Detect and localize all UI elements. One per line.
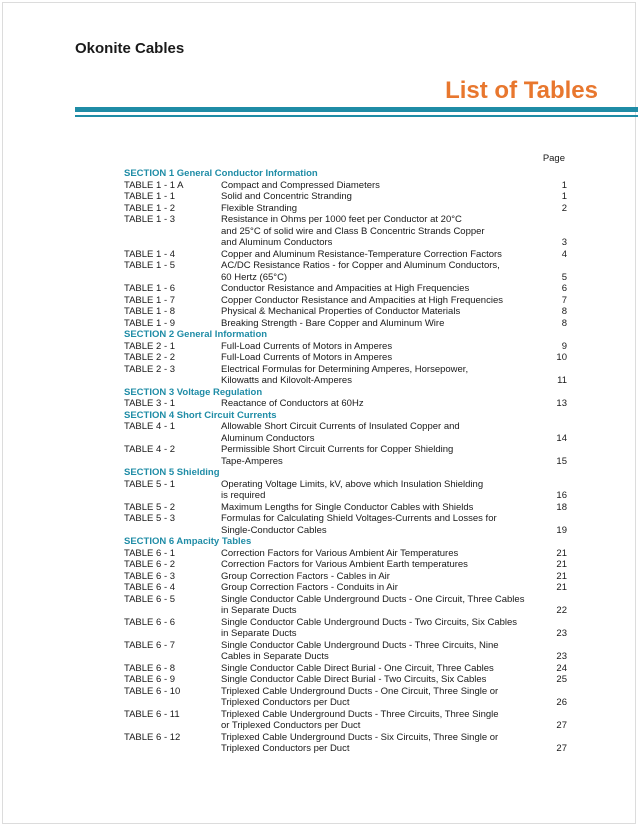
page-number: 4 [561, 248, 567, 260]
section-heading: SECTION 5 Shielding [124, 467, 220, 478]
table-description: Group Correction Factors - Conduits in Air [221, 582, 398, 593]
toc-entry [124, 352, 567, 364]
page-title: List of Tables [445, 77, 598, 104]
section-heading: SECTION 4 Short Circuit Currents [124, 409, 277, 421]
table-description: Compact and Compressed Diameters [221, 179, 380, 191]
table-description: Allowable Short Circuit Currents of Insulated Copper and Aluminum Conductors [221, 421, 460, 444]
table-description: Solid and Concentric Stranding [221, 191, 352, 202]
page-number: 23 [556, 628, 567, 639]
page-number: 1 [561, 191, 567, 202]
page-number: 11 [557, 375, 567, 386]
page-number: 16 [556, 490, 567, 501]
table-number: TABLE 1 - 1 A [124, 179, 184, 191]
table-description: Triplexed Cable Underground Ducts - One Circuit, Three Single or Triplexed Conductors per Duct [221, 685, 499, 708]
table-description: Single Conductor Cable Underground Ducts - Two Circuits, Six Cables in Separate Ducts [221, 616, 518, 639]
page-number: 10 [556, 352, 567, 363]
toc-entry [124, 283, 567, 295]
page-number: 14 [556, 432, 567, 444]
page-number: 13 [556, 398, 567, 409]
table-description: Electrical Formulas for Determining Amperes, Horsepower, Kilowatts and Kilovolt-Amperes [221, 363, 469, 386]
toc-entry [124, 674, 567, 686]
table-number: TABLE 1 - 3 [124, 214, 176, 225]
table-number: TABLE 2 - 3 [124, 363, 176, 375]
table-number: TABLE 1 - 7 [124, 294, 176, 306]
table-number: TABLE 1 - 6 [124, 283, 176, 294]
table-number: TABLE 1 - 8 [124, 306, 176, 317]
page-number: 26 [556, 697, 567, 708]
page-number: 15 [556, 455, 567, 467]
table-description: Maximum Lengths for Single Conductor Cables with Shields [221, 501, 474, 513]
toc-entry [124, 260, 567, 283]
table-description: Reactance of Conductors at 60Hz [221, 398, 364, 409]
toc-entry [124, 594, 567, 617]
toc-entry [124, 249, 567, 261]
table-of-contents [124, 168, 567, 755]
section-heading: SECTION 1 General Conductor Information [124, 168, 318, 179]
page-number: 21 [556, 559, 567, 570]
title-rule-thin [75, 115, 638, 117]
toc-entry [124, 513, 567, 536]
table-number: TABLE 5 - 3 [124, 513, 176, 524]
page-number: 21 [556, 570, 567, 582]
table-description: Triplexed Cable Underground Ducts - Three Circuits, Three Single or Triplexed Conductors per Duct [221, 708, 499, 731]
table-description: Correction Factors for Various Ambient Earth temperatures [221, 559, 468, 570]
table-description: Correction Factors for Various Ambient Air Temperatures [221, 547, 459, 559]
table-description: Triplexed Cable Underground Ducts - Six Circuits, Three Single or Triplexed Conductors per Duct [221, 731, 499, 754]
page-number: 27 [556, 720, 567, 731]
table-number: TABLE 1 - 5 [124, 260, 176, 271]
table-description: AC/DC Resistance Ratios - for Copper and Aluminum Conductors, 60 Hertz (65°C) [221, 260, 500, 283]
table-number: TABLE 6 - 11 [124, 708, 180, 720]
table-number: TABLE 6 - 3 [124, 570, 176, 582]
page-number: 5 [561, 271, 567, 283]
table-number: TABLE 6 - 10 [124, 685, 181, 697]
table-description: Single Conductor Cable Direct Burial - One Circuit, Three Cables [221, 662, 494, 674]
table-description: Single Conductor Cable Underground Ducts - Three Circuits, Nine Cables in Separate Ducts [221, 639, 499, 662]
table-description: Single Conductor Cable Underground Ducts - One Circuit, Three Cables in Separate Ducts [221, 593, 525, 616]
table-number: TABLE 1 - 4 [124, 248, 176, 260]
page-number: 2 [561, 202, 567, 214]
toc-entry [124, 548, 567, 560]
table-description: Operating Voltage Limits, kV, above which Insulation Shielding is required [221, 478, 484, 501]
table-number: TABLE 1 - 2 [124, 202, 176, 214]
toc-entry [124, 191, 567, 203]
section-heading: SECTION 3 Voltage Regulation [124, 386, 263, 398]
table-number: TABLE 6 - 4 [124, 582, 176, 593]
toc-entry [124, 214, 567, 249]
table-number: TABLE 6 - 7 [124, 639, 176, 651]
table-number: TABLE 5 - 1 [124, 478, 176, 490]
table-number: TABLE 6 - 1 [124, 547, 176, 559]
page-number: 27 [556, 743, 567, 754]
page-column-label: Page [542, 153, 565, 164]
table-description: Copper and Aluminum Resistance-Temperature Correction Factors [221, 248, 502, 260]
table-number: TABLE 6 - 12 [124, 731, 181, 743]
table-number: TABLE 2 - 2 [124, 352, 176, 363]
page-number: 24 [556, 662, 567, 674]
section-heading: SECTION 2 General Information [124, 329, 268, 340]
company-name: Okonite Cables [75, 40, 185, 57]
table-number: TABLE 5 - 2 [124, 501, 176, 513]
table-number: TABLE 6 - 5 [124, 593, 176, 605]
title-rule-thick [75, 107, 638, 112]
toc-entry [124, 686, 567, 709]
table-number: TABLE 6 - 9 [124, 674, 176, 685]
toc-entry [124, 571, 567, 583]
toc-entry [124, 582, 567, 594]
page-number: 9 [561, 340, 567, 352]
table-description: Formulas for Calculating Shield Voltages-Currents and Losses for Single-Conductor Cables [221, 513, 497, 536]
page-number: 25 [556, 674, 567, 685]
page-number: 23 [556, 651, 567, 662]
toc-entry [124, 732, 567, 755]
table-number: TABLE 3 - 1 [124, 398, 176, 409]
table-description: Copper Conductor Resistance and Ampacities at High Frequencies [221, 294, 503, 306]
toc-entry [124, 341, 567, 353]
page-number: 3 [561, 237, 567, 248]
table-number: TABLE 1 - 9 [124, 317, 176, 329]
page-number: 21 [556, 582, 567, 593]
table-description: Breaking Strength - Bare Copper and Aluminum Wire [221, 317, 445, 329]
table-number: TABLE 2 - 1 [124, 340, 176, 352]
toc-entry [124, 398, 567, 410]
table-number: TABLE 4 - 1 [124, 421, 176, 432]
table-description: Physical & Mechanical Properties of Conductor Materials [221, 306, 461, 317]
page-number: 8 [561, 317, 567, 329]
table-number: TABLE 6 - 2 [124, 559, 176, 570]
toc-entry [124, 295, 567, 307]
page-number: 21 [556, 547, 567, 559]
toc-entry [124, 306, 567, 318]
table-description: Conductor Resistance and Ampacities at High Frequencies [221, 283, 470, 294]
table-number: TABLE 6 - 8 [124, 662, 176, 674]
table-description: Full-Load Currents of Motors in Amperes [221, 340, 393, 352]
page-number: 22 [556, 605, 567, 616]
table-description: Permissible Short Circuit Currents for Copper Shielding Tape-Amperes [221, 444, 454, 467]
toc-entry [124, 180, 567, 192]
table-number: TABLE 1 - 1 [124, 191, 176, 202]
table-description: Resistance in Ohms per 1000 feet per Conductor at 20°C and 25°C of solid wire and Class B Concentric Strands Copper and Aluminum Conductors [221, 214, 485, 248]
page-number: 19 [556, 524, 567, 536]
toc-entry [124, 709, 567, 732]
toc-entry [124, 640, 567, 663]
page-number: 1 [561, 179, 567, 191]
toc-entry [124, 318, 567, 330]
page-number: 7 [561, 294, 567, 306]
table-number: TABLE 4 - 2 [124, 444, 176, 455]
table-description: Full-Load Currents of Motors in Amperes [221, 352, 393, 363]
table-description: Single Conductor Cable Direct Burial - Two Circuits, Six Cables [221, 674, 487, 685]
page-number: 18 [556, 501, 567, 513]
toc-entry [124, 663, 567, 675]
toc-entry [124, 444, 567, 467]
page-number: 6 [561, 283, 567, 294]
toc-entry [124, 559, 567, 571]
toc-entry [124, 479, 567, 502]
toc-entry [124, 203, 567, 215]
toc-entry [124, 502, 567, 514]
toc-entry [124, 364, 567, 387]
table-number: TABLE 6 - 6 [124, 616, 176, 628]
toc-entry [124, 421, 567, 444]
section-heading: SECTION 6 Ampacity Tables [124, 536, 252, 547]
table-description: Flexible Stranding [221, 202, 298, 214]
table-description: Group Correction Factors - Cables in Air [221, 570, 390, 582]
toc-entry [124, 617, 567, 640]
page-number: 8 [561, 306, 567, 317]
